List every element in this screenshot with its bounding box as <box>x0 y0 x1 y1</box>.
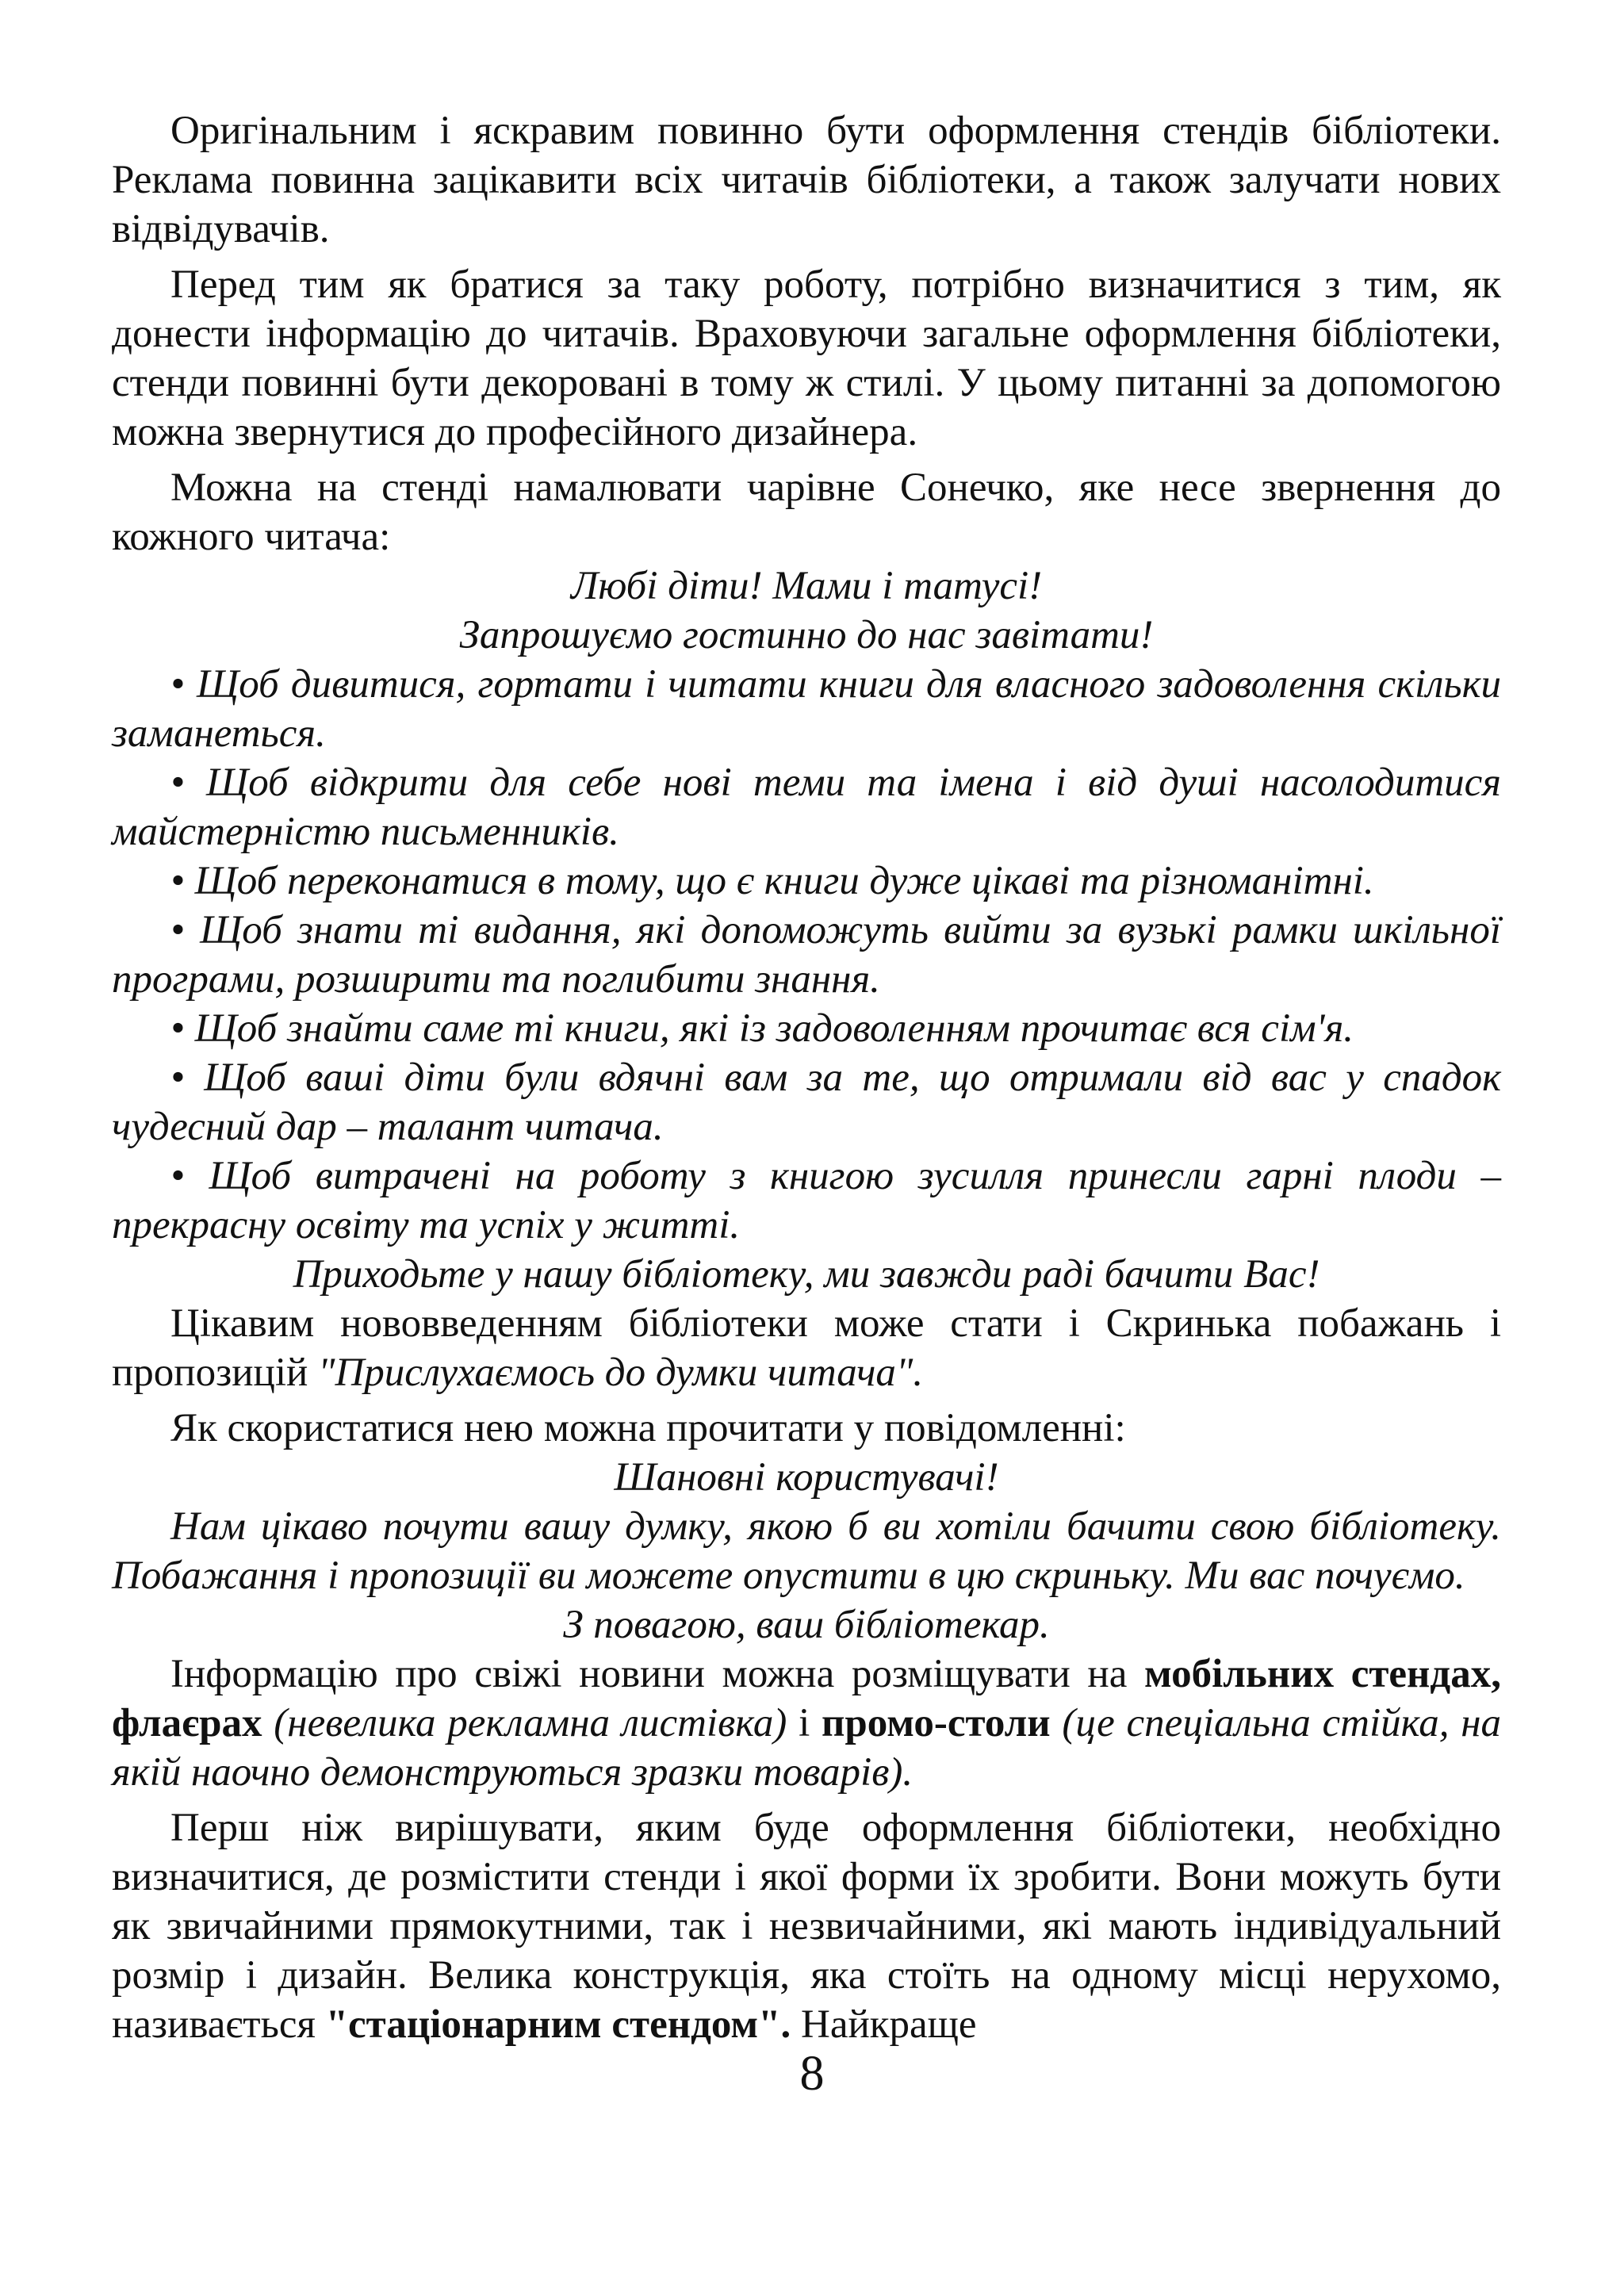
bullet-item: • Щоб витрачені на роботу з книгою зусилля принесли гарні плоди – прекрасну освіту та успіх у житті. <box>112 1154 1501 1247</box>
paragraph-sun-stand: Можна на стенді намалювати чарівне Сонечко, яке несе звернення до кожного читача: <box>112 466 1501 559</box>
notice-signature: З повагою, ваш бібліотекар. <box>563 1603 1050 1647</box>
paragraph-stand-types <box>112 1803 1501 2049</box>
wish-box-text: Цікавим нововведенням бібліотеки може стати і Скринька побажань і пропозицій <box>112 1301 1501 1395</box>
invitation-line: Приходьте у нашу бібліотеку, ми завжди раді бачити Вас! <box>293 1252 1320 1297</box>
page-number: 8 <box>799 2047 825 2101</box>
stand-types-tail: Найкраще <box>791 2002 977 2047</box>
paragraph-how-to: Як скористатися нею можна прочитати у повідомленні: <box>170 1406 1126 1450</box>
document-page <box>112 106 1501 2049</box>
bullet-item: • Щоб відкрити для себе нові теми та імена і від душі насолодитися майстерністю письменників. <box>112 761 1501 854</box>
promo-tables-definition: (це спеціальна стійка, на якій наочно демонструються зразки товарів). <box>112 1701 1501 1795</box>
mobile-stands-bold: мобільних стендах, флаєрах <box>112 1652 1501 1745</box>
poem-line-2: Запрошуємо гостинно до нас завітати! <box>459 613 1154 657</box>
promo-tables-bold: промо-столи <box>822 1701 1051 1745</box>
notice-body: Нам цікаво почути вашу думку, якою б ви хотіли бачити свою бібліотеку. Побажання і пропозиції ви можете опустити в цю скриньку. Ми вас почуємо. <box>112 1504 1501 1598</box>
conjunction-text: і <box>787 1701 822 1745</box>
notice-greeting: Шановні користувачі! <box>614 1455 999 1500</box>
bullet-item: • Щоб дивитися, гортати і читати книги для власного задоволення скільки заманеться. <box>112 662 1501 756</box>
bullet-item: • Щоб ваші діти були вдячні вам за те, що отримали від вас у спадок чудесний дар – талант читача. <box>112 1056 1501 1149</box>
paragraph-wish-box <box>112 1299 1501 1397</box>
paragraph-intro: Оригінальним і яскравим повинно бути оформлення стендів бібліотеки. Реклама повинна зацікавити всіх читачів бібліотеки, а також залучати нових відвідувачів. <box>112 109 1501 251</box>
wish-box-title: "Прислухаємось до думки читача". <box>318 1351 924 1395</box>
bullet-item: • Щоб знати ті видання, які допоможуть вийти за вузькі рамки шкільної програми, розширити та поглибити знання. <box>112 908 1501 1002</box>
stationary-stand-bold: "стаціонарним стендом". <box>325 2002 791 2047</box>
poem-line-1: Любі діти! Мами і татусі! <box>570 564 1043 608</box>
flyer-definition: (невелика рекламна листівка) <box>262 1701 787 1745</box>
paragraph-preparation: Перед тим як братися за таку роботу, потрібно визначитися з тим, як донести інформацію до читачів. Враховуючи загальне оформлення бібліотеки, стенди повинні бути декоровані в тому ж стилі. У цьому питанні за допомогою можна звернутися до професійного дизайнера. <box>112 262 1501 454</box>
bullet-item: • Щоб знайти саме ті книги, які із задоволенням прочитає вся сім'я. <box>170 1006 1354 1051</box>
mobile-stands-text: Інформацію про свіжі новини можна розміщувати на <box>170 1652 1144 1696</box>
bullet-item: • Щоб переконатися в тому, що є книги дуже цікаві та різноманітні. <box>170 859 1374 903</box>
stand-types-text: Перш ніж вирішувати, яким буде оформлення бібліотеки, необхідно визначитися, де розмістити стенди і якої форми їх зробити. Вони можуть бути як звичайними прямокутними, так і незвичайними, які мають індивідуальний розмір і дизайн. Велика конструкція, яка стоїть на одному місці нерухомо, називається <box>112 1806 1501 2047</box>
paragraph-mobile-stands <box>112 1649 1501 1797</box>
